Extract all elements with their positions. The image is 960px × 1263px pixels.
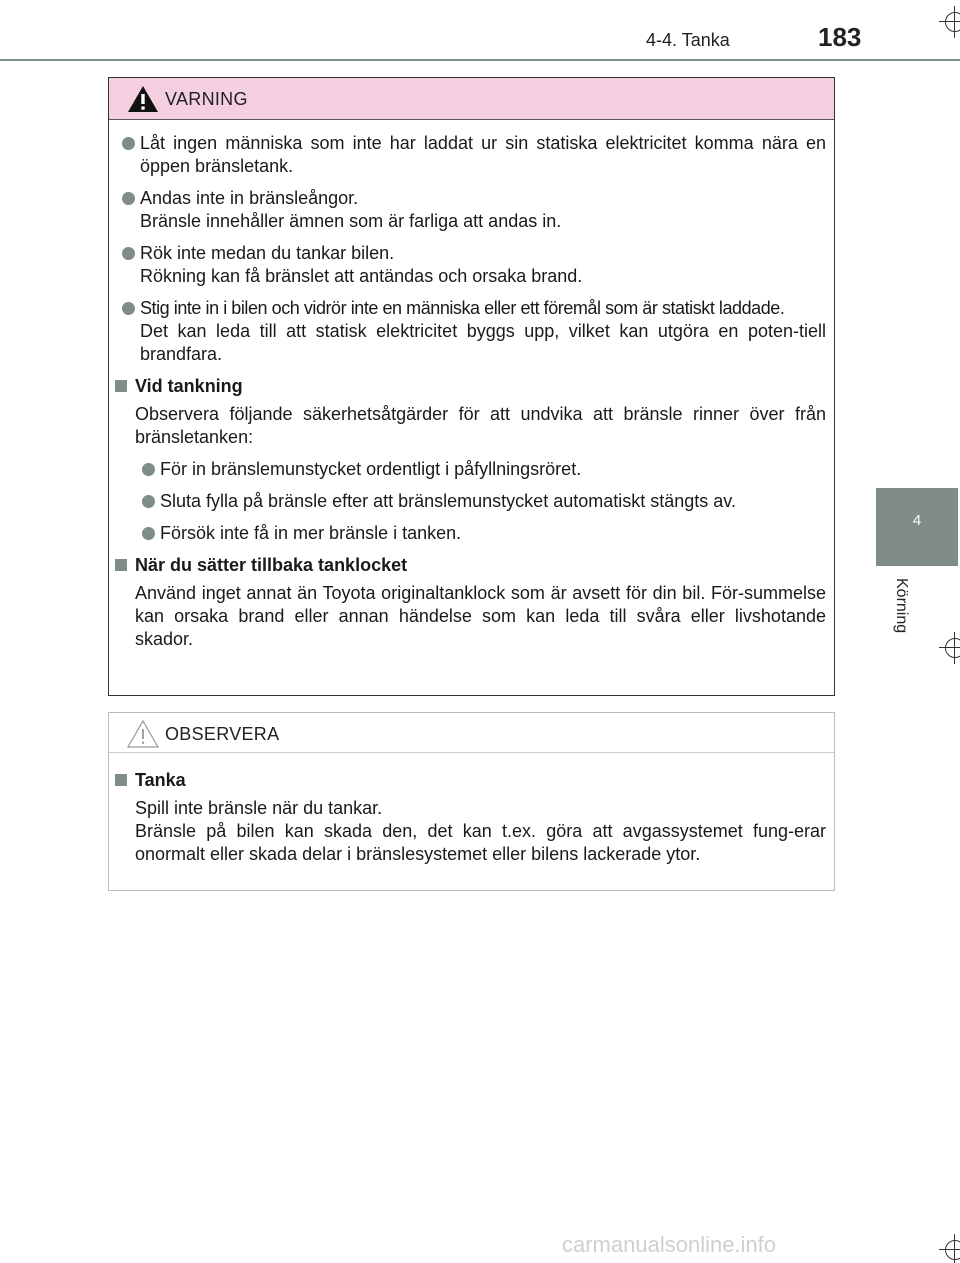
list-item xyxy=(135,490,826,513)
square-bullet-icon xyxy=(115,774,127,786)
notice-body xyxy=(109,753,834,866)
bullet-dot-icon xyxy=(142,463,155,476)
bullet-dot-icon xyxy=(122,137,135,150)
paragraph: Observera följande säkerhetsåtgärder för att undvika att bränsle rinner över från bränsletanken: xyxy=(135,404,826,447)
subsection-heading: När du sätter tillbaka tanklocket xyxy=(115,554,826,577)
warning-title: VARNING xyxy=(165,89,248,109)
subsection-heading: Tanka xyxy=(115,769,826,792)
subsection-heading: Vid tankning xyxy=(115,375,826,398)
warning-body xyxy=(109,120,834,651)
square-bullet-icon xyxy=(115,380,127,392)
bullet-text: För in bränslemunstycket ordentligt i påfyllningsröret. xyxy=(160,459,582,479)
paragraph: Spill inte bränsle när du tankar. xyxy=(135,798,383,818)
bullet-text: Rök inte medan du tankar bilen. xyxy=(140,243,395,263)
watermark: carmanualsonline.info xyxy=(562,1232,777,1257)
crop-mark-icon xyxy=(939,6,960,38)
paragraph: Bränsle på bilen kan skada den, det kan t.ex. göra att avgassystemet fung-erar onormalt eller skada delar i bränslesystemet eller bilens lackerade ytor. xyxy=(135,821,826,864)
bullet-text: Sluta fylla på bränsle efter att bränslemunstycket automatiskt stängts av. xyxy=(160,491,736,511)
crop-mark-icon xyxy=(939,1234,960,1263)
bullet-dot-icon xyxy=(122,247,135,260)
bullet-text: Stig inte in i bilen och vidrör inte en människa eller ett föremål som är statiskt laddade. xyxy=(140,298,785,318)
bullet-dot-icon xyxy=(142,527,155,540)
bullet-text: Det kan leda till att statisk elektricitet byggs upp, vilket kan utgöra en poten-tiell brandfara. xyxy=(140,321,826,364)
bullet-dot-icon xyxy=(142,495,155,508)
paragraph: Använd inget annat än Toyota originaltanklock som är avsett för din bil. För-summelse kan orsaka brand eller annan händelse som kan leda till svåra eller livshotande skador. xyxy=(135,583,826,649)
bullet-dot-icon xyxy=(122,192,135,205)
chapter-label: Körning xyxy=(893,578,910,634)
notice-title: OBSERVERA xyxy=(165,724,280,744)
list-item xyxy=(115,297,826,366)
bullet-dot-icon xyxy=(122,302,135,315)
list-item xyxy=(135,522,826,545)
list-item xyxy=(115,132,826,178)
bullet-text: Försök inte få in mer bränsle i tanken. xyxy=(160,523,462,543)
square-bullet-icon xyxy=(115,559,127,571)
list-item xyxy=(115,187,826,233)
bullet-text: Låt ingen människa som inte har laddat ur sin statiska elektricitet komma nära en öppen bränsletank. xyxy=(140,133,826,176)
warning-header xyxy=(109,78,834,120)
bullet-text: Rökning kan få bränslet att antändas och orsaka brand. xyxy=(140,266,583,286)
section-title: 4-4. Tanka xyxy=(646,30,730,50)
chapter-tab xyxy=(876,488,958,566)
header-rule xyxy=(0,59,960,61)
bullet-text: Bränsle innehåller ämnen som är farliga att andas in. xyxy=(140,211,562,231)
page-number: 183 xyxy=(818,22,862,52)
notice-box xyxy=(108,712,835,891)
warning-box xyxy=(108,77,835,696)
warning-triangle-icon xyxy=(127,84,159,114)
notice-header xyxy=(109,713,834,753)
list-item xyxy=(115,242,826,288)
chapter-number: 4 xyxy=(912,512,922,529)
list-item xyxy=(135,458,826,481)
bullet-text: Andas inte in bränsleångor. xyxy=(140,188,359,208)
crop-mark-icon xyxy=(939,632,960,664)
caution-triangle-icon xyxy=(127,719,159,749)
